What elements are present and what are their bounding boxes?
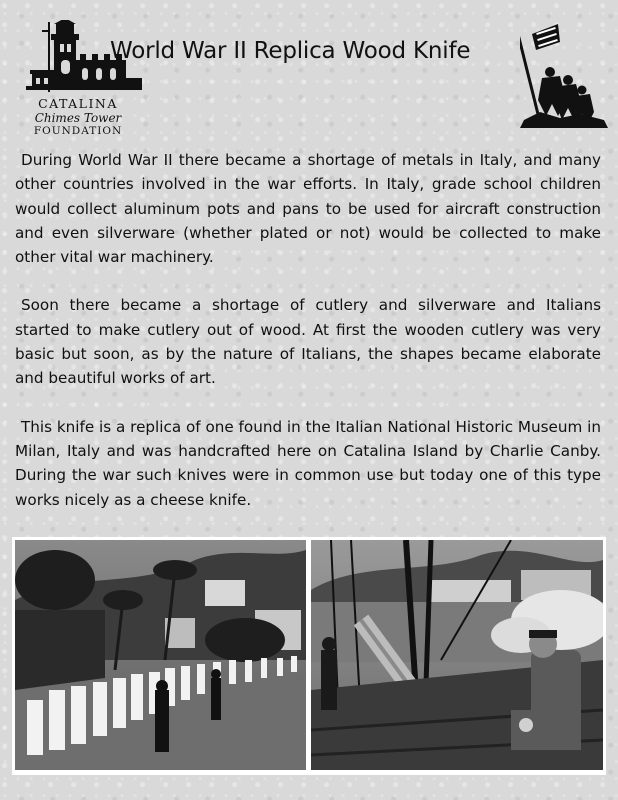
- page-title: World War II Replica Wood Knife: [110, 38, 471, 64]
- logo-line-3: FOUNDATION: [33, 125, 123, 137]
- ship-deck-harbor-photo: [311, 540, 603, 770]
- logo-line-1: CATALINA: [38, 96, 118, 111]
- paragraph-metal-shortage: During World War II there became a shortage of metals in Italy, and many other countries involved in the war efforts. In Italy, grade school children would collect aluminum pots and pans to be used for aircraft construction and even silverware (whether plated or not) would be collected to make other vital war machinery.: [15, 151, 601, 267]
- paragraph-replica-knife: This knife is a replica of one found in the Italian National Historic Museum in Milan, Italy and was handcrafted here on Catalina Island by Charlie Canby. During the war such knives were in common use but today one of this type works nicely as a cheese knife.: [15, 417, 601, 509]
- paragraph-wooden-cutlery: Soon there became a shortage of cutlery and silverware and Italians started to make cutlery out of wood. At first the wooden cutlery was very basic but soon, as by the nature of Italians, the shapes became elaborate and beautiful works of art.: [15, 296, 601, 388]
- body-text: [15, 148, 601, 536]
- flag-raising-icon: [520, 20, 610, 128]
- photo-strip: [12, 537, 606, 775]
- logo-line-2: Chimes Tower: [34, 111, 122, 125]
- sailors-marching-photo: [15, 540, 306, 770]
